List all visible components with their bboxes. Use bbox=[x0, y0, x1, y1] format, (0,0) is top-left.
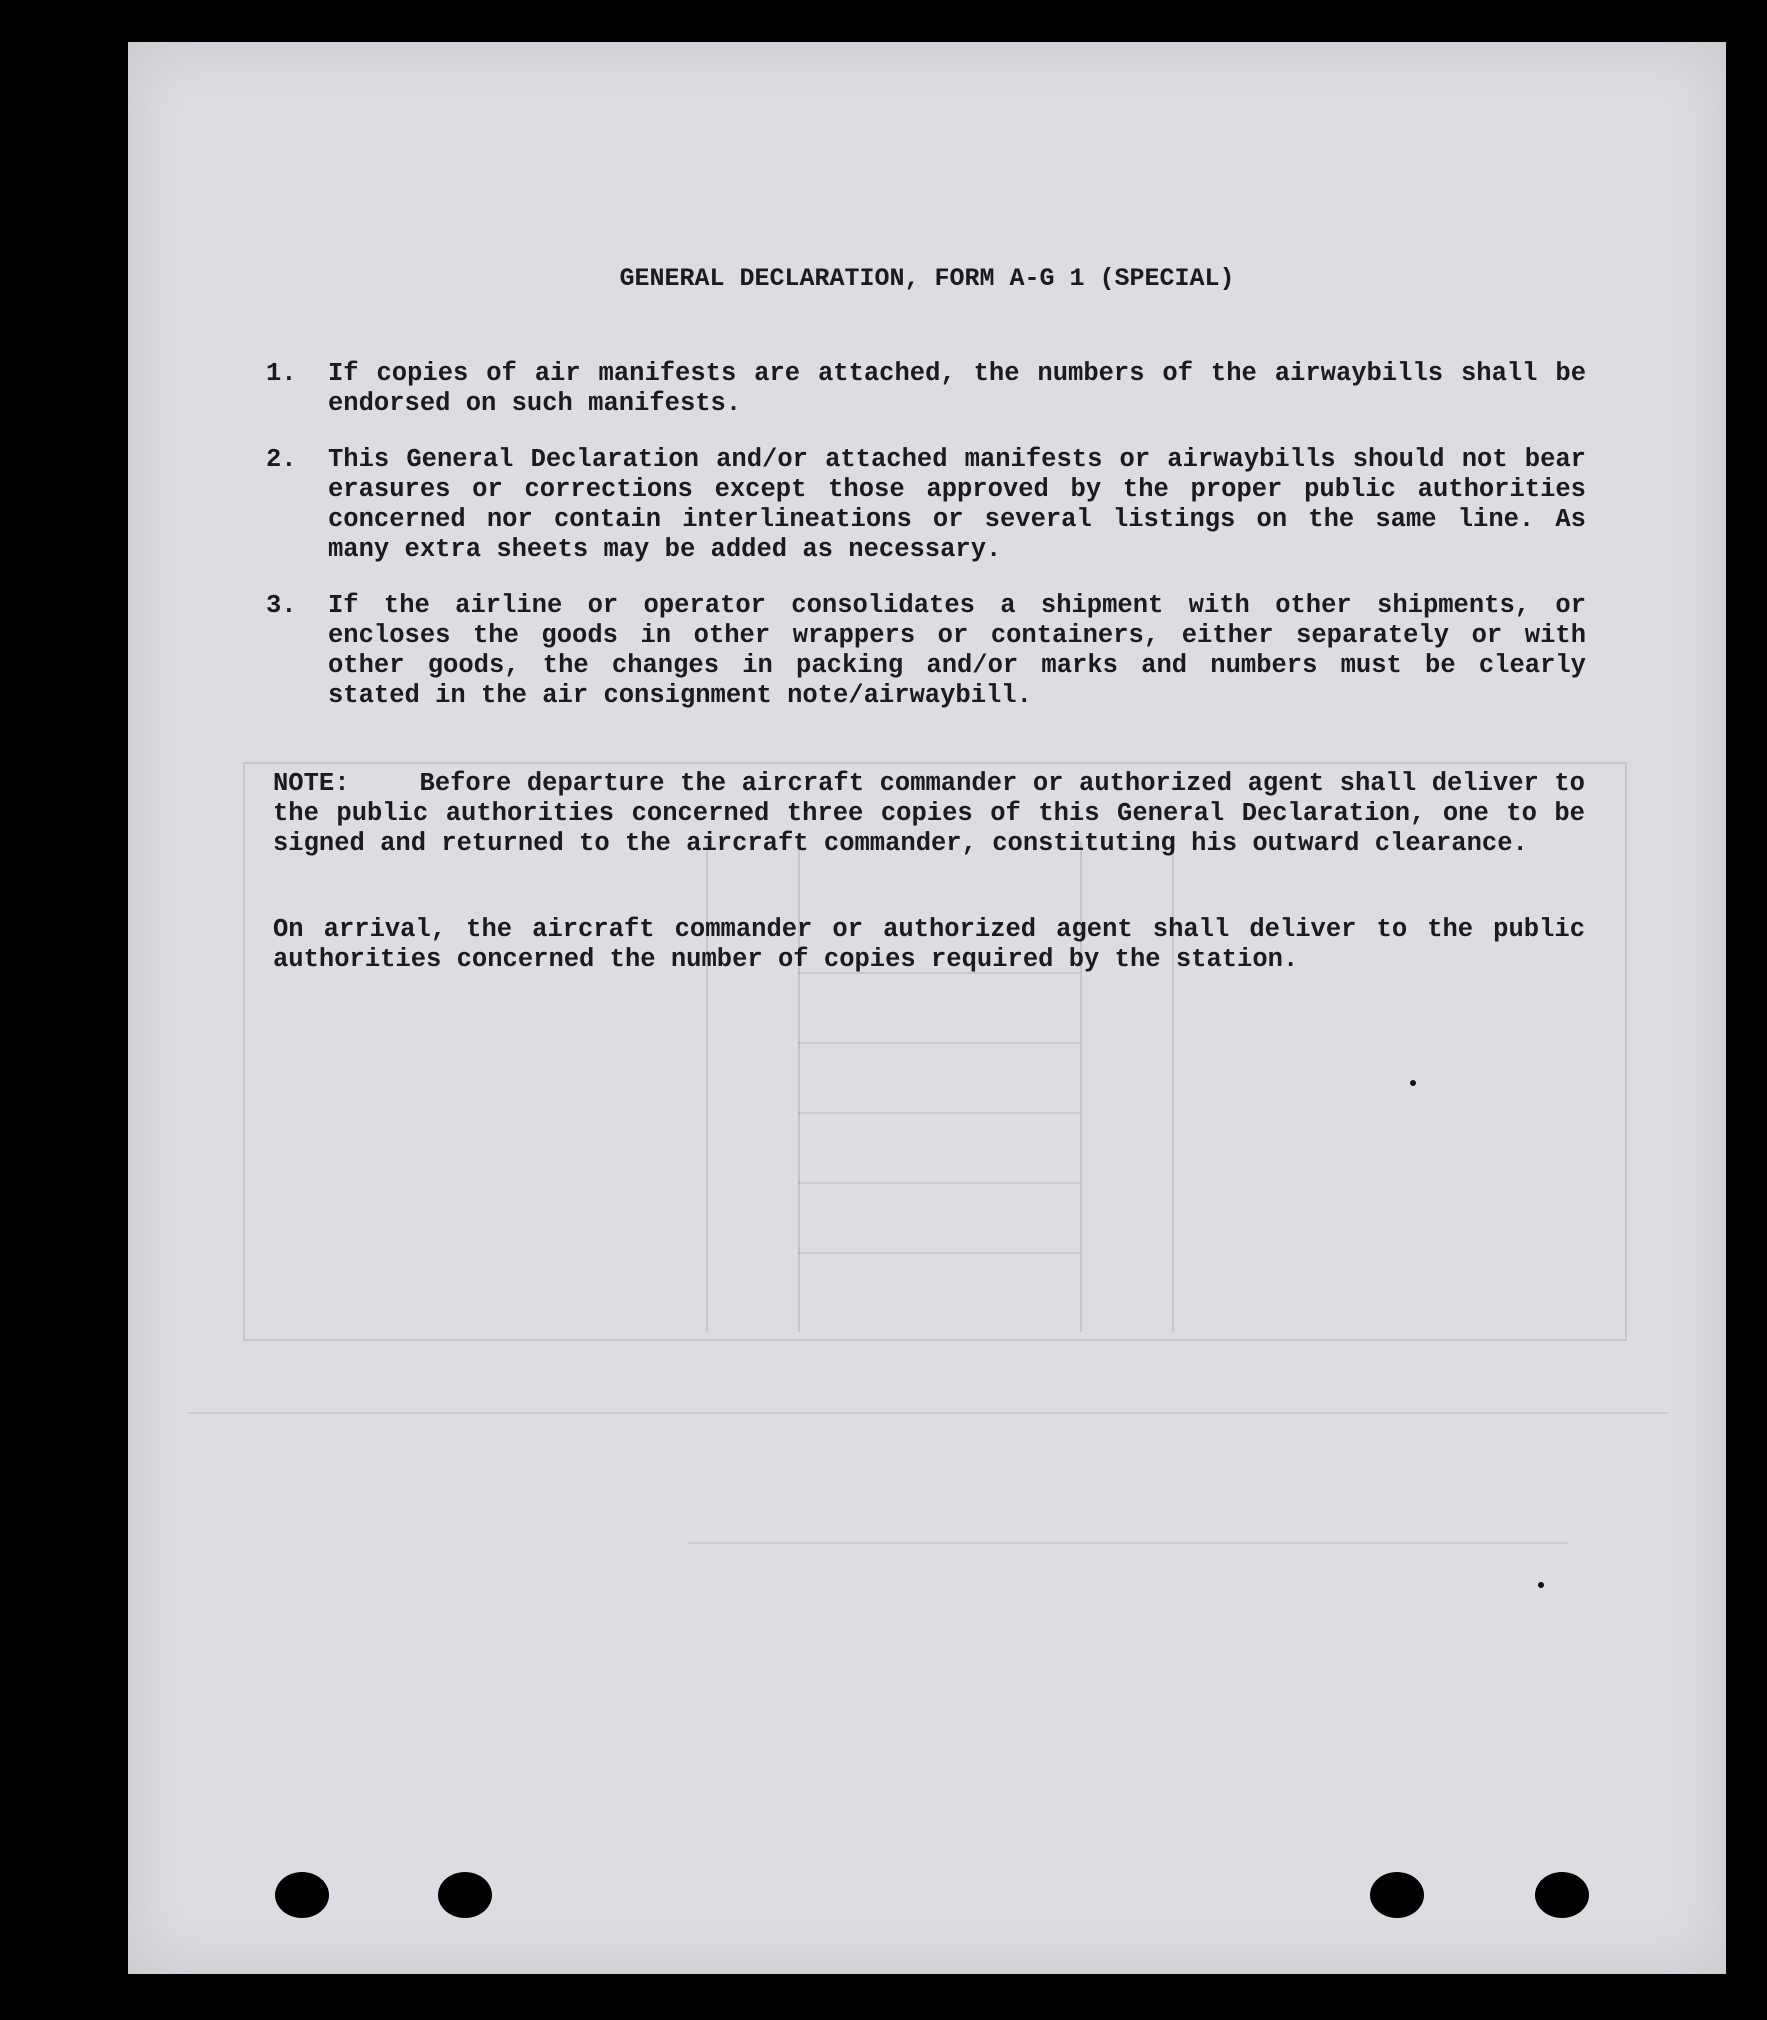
note-paragraph bbox=[273, 769, 1585, 859]
punch-hole bbox=[1370, 1872, 1424, 1918]
speck bbox=[1410, 1080, 1416, 1086]
note-text: Before departure the aircraft commander or authorized agent shall deliver to the public authorities concerned three copies of this General Declaration, one to be signed and returned to the aircraft commander, constituting his outward clearance. bbox=[273, 769, 1585, 858]
document-title: GENERAL DECLARATION, FORM A-G 1 (SPECIAL) bbox=[619, 264, 1235, 293]
bleed-through-line bbox=[688, 1542, 1568, 1544]
punch-hole bbox=[438, 1872, 492, 1918]
item-text: If the airline or operator consolidates a shipment with other shipments, or encloses the goods in other wrappers or containers, either separately or with other goods, the changes in packing and/or marks and numbers must be clearly stated in the air consignment note/airwaybill. bbox=[328, 591, 1586, 710]
item-text: This General Declaration and/or attached manifests or airwaybills should not bear erasures or corrections except those approved by the proper public authorities concerned nor contain interlineations or several listings on the same line. As many extra sheets may be added as necessary. bbox=[328, 445, 1586, 564]
item-number: 2. bbox=[266, 445, 297, 474]
list-item bbox=[266, 445, 1586, 565]
list-item bbox=[266, 359, 1586, 419]
bleed-through-line bbox=[798, 1042, 1080, 1044]
item-number: 3. bbox=[266, 591, 297, 620]
bleed-through-line bbox=[188, 1412, 1668, 1414]
note-label: NOTE: bbox=[273, 769, 350, 798]
bleed-through-line bbox=[798, 1112, 1080, 1114]
punch-hole bbox=[275, 1872, 329, 1918]
bleed-through-line bbox=[798, 1182, 1080, 1184]
speck bbox=[1538, 1582, 1544, 1588]
item-text: If copies of air manifests are attached, the numbers of the airwaybills shall be endorsed on such manifests. bbox=[328, 359, 1586, 418]
item-number: 1. bbox=[266, 359, 297, 388]
list-item bbox=[266, 591, 1586, 711]
punch-hole bbox=[1535, 1872, 1589, 1918]
document-page bbox=[128, 42, 1726, 1974]
arrival-note-paragraph: On arrival, the aircraft commander or authorized agent shall deliver to the public authorities concerned the number of copies required by the station. bbox=[273, 915, 1585, 974]
bleed-through-line bbox=[798, 1252, 1080, 1254]
